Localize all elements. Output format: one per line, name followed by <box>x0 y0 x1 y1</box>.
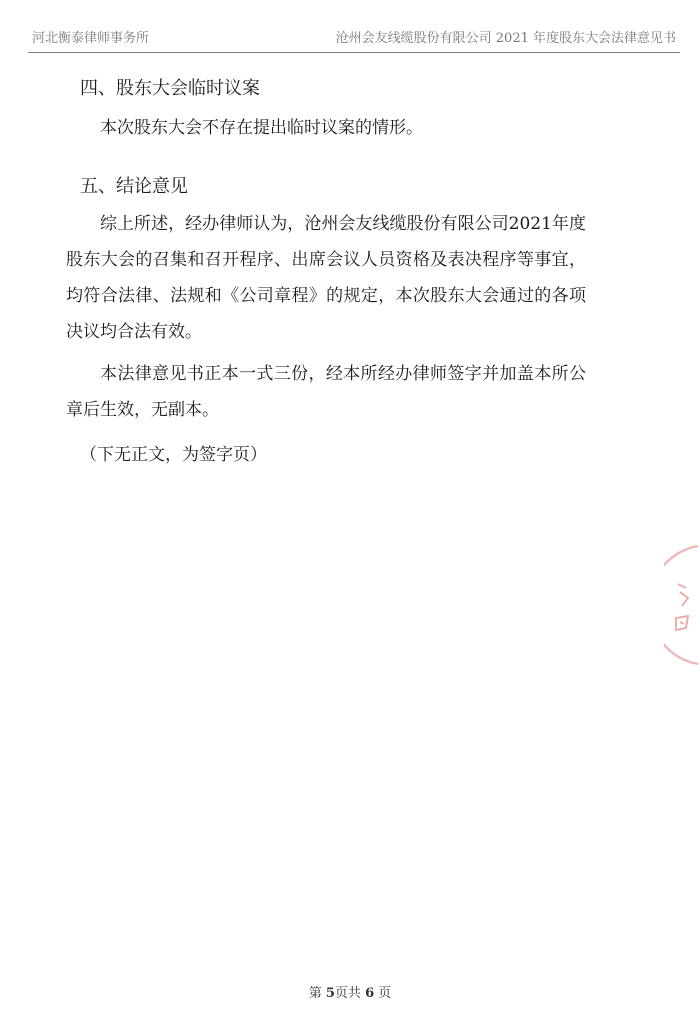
seal-glyph-fragment-1 <box>678 584 688 606</box>
page-header <box>28 22 680 53</box>
no-further-text-note: （下无正文，为签字页） <box>80 445 267 465</box>
conclusion-paragraph: 综上所述，经办律师认为，沧州会友线缆股份有限公司2021年度股东大会的召集和召开程序、出席会议人员资格及表决程序等事宜，均符合法律、法规和《公司章程》的规定，本次股东大会通过的各项决议均合法有效。 <box>66 214 586 342</box>
total-page-count: 6 <box>365 986 375 1001</box>
law-firm-name: 河北衡泰律师事务所 <box>32 31 150 46</box>
copies-paragraph: 本法律意见书正本一式三份，经本所经办律师签字并加盖本所公章后生效，无副本。 <box>66 364 586 420</box>
footer-prefix: 第 <box>308 986 326 1001</box>
page-footer <box>0 982 700 1001</box>
section-heading-conclusion: 五、结论意见 <box>80 176 188 197</box>
footer-suffix: 页 <box>374 986 392 1001</box>
document-body <box>66 72 586 468</box>
temporary-proposals-paragraph: 本次股东大会不存在提出临时议案的情形。 <box>100 118 423 138</box>
footer-middle: 页共 <box>334 986 366 1001</box>
seal-glyph-fragment-2 <box>676 616 688 630</box>
partial-seal-stamp <box>664 540 700 670</box>
seal-ring-arc <box>664 546 698 664</box>
section-heading-temporary-proposals: 四、股东大会临时议案 <box>80 78 260 99</box>
document-title: 沧州会友线缆股份有限公司 2021 年度股东大会法律意见书 <box>335 31 676 46</box>
current-page-number: 5 <box>325 986 335 1001</box>
